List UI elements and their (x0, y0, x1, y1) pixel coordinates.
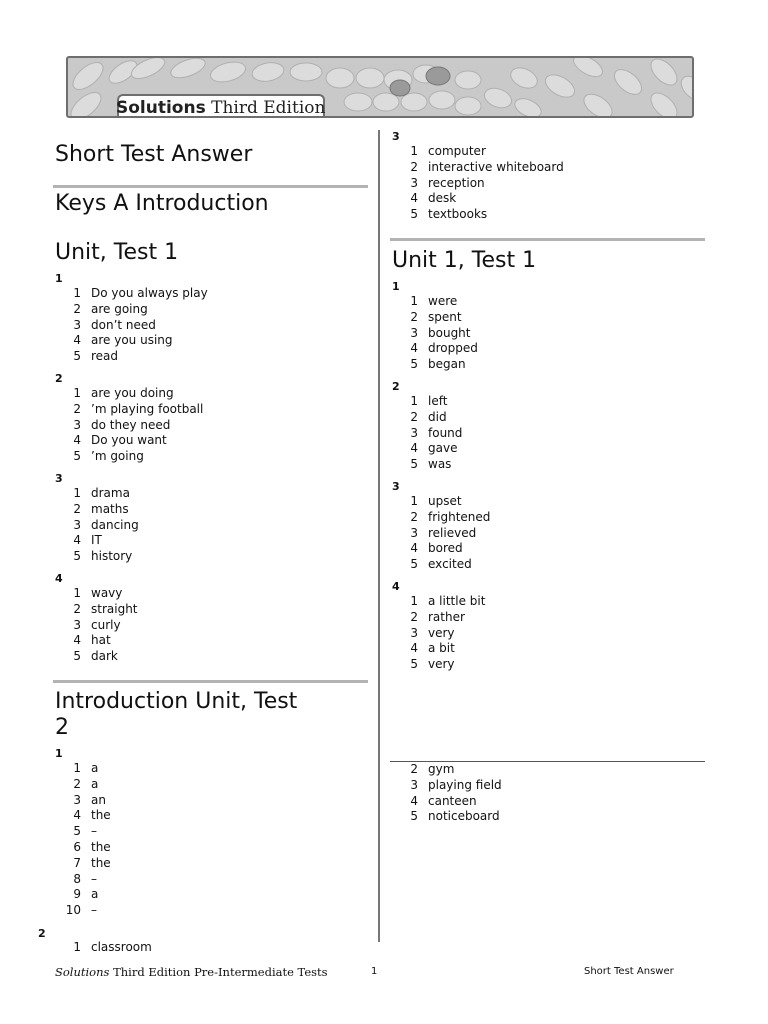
answer-number: 4 (73, 633, 81, 648)
answer-number: 3 (73, 792, 81, 807)
answer-number: 2 (73, 776, 81, 791)
answer-item (398, 510, 490, 526)
answer-number: 5 (410, 657, 418, 672)
answer-item (61, 903, 111, 919)
answer-item (398, 526, 490, 542)
answer-item (61, 518, 139, 534)
answer-item (61, 808, 111, 824)
answer-number: 2 (410, 509, 418, 524)
answer-number: 4 (410, 541, 418, 556)
footer-section-name: Short Test Answer (584, 966, 674, 977)
answer-item (398, 457, 462, 473)
answer-item (61, 761, 111, 777)
answer-number: 4 (410, 641, 418, 656)
exercise-number: 2 (392, 380, 400, 393)
answer-item (398, 641, 485, 657)
answer-text: drama (91, 486, 130, 500)
exercise-number: 3 (392, 130, 400, 143)
answer-text: wavy (91, 586, 123, 600)
answer-number: 2 (73, 601, 81, 616)
answer-item (398, 541, 490, 557)
answer-item (61, 549, 139, 565)
answer-text: frightened (428, 509, 491, 524)
answer-number: 1 (410, 594, 418, 608)
exercise-number: 4 (392, 580, 400, 593)
answer-text: history (91, 549, 133, 564)
answer-text: playing field (428, 777, 502, 792)
answer-text: canteen (428, 793, 477, 808)
answer-text: textbooks (428, 207, 488, 222)
divider-rule (53, 680, 368, 683)
answer-list (61, 586, 138, 665)
series-title-rest: Third Edition (211, 98, 326, 118)
exercise-number: 1 (55, 272, 63, 285)
answer-text: the (91, 839, 111, 854)
answer-list (398, 494, 490, 573)
answer-number: 2 (410, 409, 418, 424)
answer-item (398, 394, 462, 410)
answer-item (398, 326, 478, 342)
answer-text: a (91, 887, 99, 902)
answer-text: ’m playing football (91, 401, 204, 416)
answer-text: maths (91, 501, 129, 516)
answer-number: 2 (410, 159, 418, 174)
answer-item (61, 824, 111, 840)
answer-number: 5 (73, 824, 81, 839)
answer-text: gym (428, 762, 455, 776)
answer-text: straight (91, 601, 138, 616)
answer-number: 1 (410, 494, 418, 508)
answer-text: are you doing (91, 386, 174, 400)
answer-text: dancing (91, 517, 139, 532)
answer-item (61, 602, 138, 618)
answer-list (398, 144, 564, 223)
answer-text: was (428, 457, 452, 472)
answer-item (61, 586, 138, 602)
answer-number: 1 (73, 940, 81, 954)
answer-list (398, 394, 462, 473)
answer-list (398, 594, 485, 673)
answer-item (61, 286, 208, 302)
answer-list (61, 761, 111, 919)
answer-list (61, 940, 152, 956)
answer-number: 2 (73, 401, 81, 416)
answer-item (61, 386, 203, 402)
series-title-bold: Solutions (116, 98, 206, 118)
answer-item (61, 418, 203, 434)
answer-number: 6 (73, 839, 81, 854)
answer-number: 3 (410, 175, 418, 190)
answer-item (61, 633, 138, 649)
footer-book-title-rest: Third Edition Pre-Intermediate Tests (109, 965, 328, 979)
answer-number: 4 (410, 441, 418, 456)
answer-list (398, 294, 478, 373)
answer-number: 5 (73, 549, 81, 564)
answer-item (398, 657, 485, 673)
answer-item (398, 357, 478, 373)
answer-text: IT (91, 533, 102, 548)
answer-number: 4 (410, 191, 418, 206)
answer-item (398, 762, 502, 778)
answer-number: 4 (410, 341, 418, 356)
exercise-number: 2 (38, 927, 46, 940)
column-divider (378, 130, 380, 942)
answer-item (398, 160, 564, 176)
answer-item (61, 649, 138, 665)
exercise-number: 1 (55, 747, 63, 760)
answer-text: very (428, 625, 455, 640)
answer-item (61, 872, 111, 888)
answer-number: 5 (410, 809, 418, 824)
answer-number: 4 (73, 533, 81, 548)
answer-text: Do you always play (91, 286, 208, 300)
answer-item (61, 840, 111, 856)
document-title-line1: Short Test Answer (55, 142, 253, 167)
answer-number: 1 (410, 144, 418, 158)
answer-number: 2 (73, 501, 81, 516)
answer-item (398, 557, 490, 573)
answer-item (398, 310, 478, 326)
answer-item (61, 940, 152, 956)
answer-text: computer (428, 144, 486, 158)
answer-text: bored (428, 541, 463, 556)
answer-item (398, 809, 502, 825)
section-title-unit-test-1: Unit, Test 1 (55, 240, 179, 265)
answer-number: 10 (65, 903, 81, 918)
answer-text: classroom (91, 940, 152, 954)
answer-item (61, 856, 111, 872)
answer-number: 2 (410, 762, 418, 776)
answer-item (398, 426, 462, 442)
answer-number: 5 (73, 349, 81, 364)
page-number: 1 (371, 966, 378, 977)
answer-text: found (428, 425, 463, 440)
exercise-number: 2 (55, 372, 63, 385)
answer-text: – (91, 824, 97, 839)
answer-number: 2 (410, 309, 418, 324)
answer-number: 3 (73, 317, 81, 332)
answer-number: 8 (73, 871, 81, 886)
answer-text: excited (428, 557, 472, 572)
answer-number: 5 (73, 649, 81, 664)
answer-text: dark (91, 649, 118, 664)
answer-text: gave (428, 441, 458, 456)
answer-text: do they need (91, 417, 171, 432)
answer-list (398, 762, 502, 825)
answer-item (61, 486, 139, 502)
answer-number: 3 (410, 625, 418, 640)
answer-number: 2 (410, 609, 418, 624)
answer-item (398, 778, 502, 794)
answer-text: noticeboard (428, 809, 500, 824)
answer-text: dropped (428, 341, 478, 356)
answer-number: 5 (410, 557, 418, 572)
answer-number: 2 (73, 301, 81, 316)
answer-number: 4 (73, 333, 81, 348)
answer-text: bought (428, 325, 471, 340)
answer-text: desk (428, 191, 457, 206)
answer-item (398, 341, 478, 357)
answer-number: 7 (73, 855, 81, 870)
answer-number: 3 (410, 325, 418, 340)
answer-item (398, 441, 462, 457)
answer-text: – (91, 903, 97, 918)
answer-item (61, 318, 208, 334)
answer-number: 1 (73, 486, 81, 500)
answer-text: reception (428, 175, 485, 190)
answer-item (398, 191, 564, 207)
exercise-number: 3 (392, 480, 400, 493)
answer-item (61, 887, 111, 903)
answer-text: a (91, 776, 99, 791)
answer-item (61, 302, 208, 318)
answer-text: ’m going (91, 449, 144, 464)
answer-number: 1 (73, 761, 81, 775)
answer-item (398, 294, 478, 310)
answer-item (61, 618, 138, 634)
answer-text: relieved (428, 525, 477, 540)
answer-item (61, 349, 208, 365)
answer-text: upset (428, 494, 462, 508)
answer-list (61, 486, 139, 565)
answer-text: are going (91, 301, 148, 316)
answer-number: 3 (73, 417, 81, 432)
answer-number: 4 (410, 793, 418, 808)
answer-item (398, 626, 485, 642)
section-title-test-2-line2: 2 (55, 715, 69, 740)
answer-list (61, 386, 203, 465)
document-title-line2: Keys A Introduction (55, 191, 269, 216)
footer-book-title (55, 965, 328, 979)
series-title (116, 98, 325, 118)
answer-item (398, 610, 485, 626)
answer-text: spent (428, 309, 462, 324)
answer-text: began (428, 357, 466, 372)
answer-number: 3 (73, 617, 81, 632)
answer-item (398, 410, 462, 426)
divider-rule (390, 238, 705, 241)
exercise-number: 1 (392, 280, 400, 293)
answer-text: the (91, 855, 111, 870)
footer-book-title-italic: Solutions (55, 965, 110, 979)
answer-text: a little bit (428, 594, 486, 608)
answer-number: 3 (410, 525, 418, 540)
answer-number: 4 (73, 808, 81, 823)
answer-item (61, 777, 111, 793)
answer-text: a bit (428, 641, 455, 656)
answer-number: 3 (410, 425, 418, 440)
answer-text: were (428, 294, 458, 308)
answer-text: very (428, 657, 455, 672)
answer-text: did (428, 409, 447, 424)
answer-number: 1 (73, 286, 81, 300)
answer-text: hat (91, 633, 111, 648)
exercise-number: 4 (55, 572, 63, 585)
answer-text: an (91, 792, 106, 807)
answer-text: left (428, 394, 448, 408)
answer-text: a (91, 761, 99, 775)
answer-item (398, 794, 502, 810)
answer-item (61, 433, 203, 449)
answer-item (398, 144, 564, 160)
answer-item (61, 333, 208, 349)
section-title-test-2-line1: Introduction Unit, Test (55, 689, 298, 714)
answer-item (61, 449, 203, 465)
answer-item (61, 793, 111, 809)
answer-text: interactive whiteboard (428, 159, 564, 174)
answer-text: Do you want (91, 433, 167, 448)
answer-number: 4 (73, 433, 81, 448)
answer-number: 1 (73, 586, 81, 600)
answer-item (398, 494, 490, 510)
answer-number: 1 (410, 394, 418, 408)
answer-number: 9 (73, 887, 81, 902)
answer-number: 3 (73, 517, 81, 532)
exercise-number: 3 (55, 472, 63, 485)
divider-rule (53, 185, 368, 188)
answer-item (61, 502, 139, 518)
answer-number: 5 (410, 357, 418, 372)
answer-list (61, 286, 208, 365)
answer-number: 5 (410, 207, 418, 222)
section-title-unit-1-test-1: Unit 1, Test 1 (392, 248, 537, 273)
answer-text: the (91, 808, 111, 823)
answer-text: rather (428, 609, 465, 624)
answer-number: 5 (410, 457, 418, 472)
answer-text: don’t need (91, 317, 156, 332)
answer-text: – (91, 871, 97, 886)
answer-item (61, 402, 203, 418)
answer-text: are you using (91, 333, 173, 348)
answer-item (398, 207, 564, 223)
answer-number: 5 (73, 449, 81, 464)
answer-item (61, 533, 139, 549)
answer-text: curly (91, 617, 121, 632)
answer-text: read (91, 349, 119, 364)
answer-number: 3 (410, 777, 418, 792)
answer-number: 1 (410, 294, 418, 308)
answer-item (398, 594, 485, 610)
answer-number: 1 (73, 386, 81, 400)
answer-item (398, 176, 564, 192)
